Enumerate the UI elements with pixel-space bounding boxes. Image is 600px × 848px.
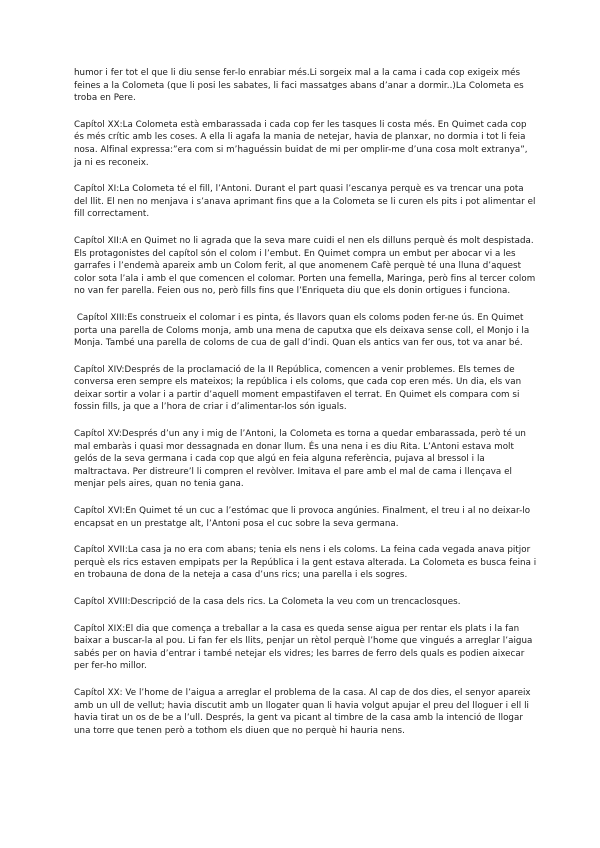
chapter-heading: Capítol XIV:	[74, 364, 125, 375]
document-page	[74, 67, 538, 751]
chapter-heading: Capítol XIX:	[74, 623, 126, 634]
paragraph	[74, 364, 538, 414]
paragraph	[74, 428, 538, 491]
paragraph	[74, 67, 538, 105]
paragraph	[74, 119, 538, 169]
paragraph-text: A en Quimet no li agrada que la seva mare cuidi el nen els dilluns perquè és molt despistada. Els protagonistes del capítol són el colom i l’embut. En Quimet compra un embut per abocar vi a les garrafes i l’endemà apareix amb un Colom ferit, al que anomenem Cafè perquè té una lluna d’aquest color sota l’ala i amb el que comencen el colomar. Porten una femella, Maringa, però fins al tercer colom no van fer parella. Feien ous no, però fills fins que l’Enriqueta diu que els donin ortigues i funciona.	[74, 235, 536, 297]
paragraph	[74, 596, 538, 609]
paragraph-text: La casa ja no era com abans; tenia els nens i els coloms. La feina cada vegada anava pitjor perquè els rics estaven empipats per la República i la gent estava alterada. La Colometa es busca feina i en trobauna de dona de la neteja a casa d’uns rics; una parella i els sogres.	[74, 545, 537, 581]
chapter-heading: Capítol XV:	[74, 429, 122, 440]
chapter-heading: Capítol XX:	[74, 687, 123, 698]
paragraph-text: Es construeix el colomar i es pinta, és llavors quan els coloms poden fer-ne ús. En Quimet porta una parella de Coloms monja, amb una mena de caputxa que els deixava sense coll, el Monjo i la Monja. També una parella de coloms de cua de gall d’indi. Quan els antics van fer ous, tot va anar bé.	[74, 312, 530, 349]
chapter-heading: Capítol XVII:	[74, 545, 128, 556]
paragraph-text: humor i fer tot el que li diu sense fer-lo enrabiar més.Li sorgeix mal a la cama i cada cop exigeix més feines a la Colometa (que li posi les sabates, li faci massatges abans d’anar a dormir..)La Colometa es troba en Pere.	[74, 68, 524, 104]
chapter-heading: Capítol XIII:	[74, 312, 128, 323]
paragraph	[74, 687, 538, 737]
paragraph-text: En Quimet té un cuc a l’estómac que li provoca angúnies. Finalment, el treu i al no deixar-lo encapsat en un prestatge alt, l’Antoni posa el cuc sobre la seva germana.	[74, 506, 531, 529]
paragraph	[74, 312, 538, 350]
paragraph-text: Després d’un any i mig de l’Antoni, la Colometa es torna a quedar embarassada, però té un mal embaràs i quasi mor dessagnada en donar llum. És una nena i es diu Rita. L’Antoni estava molt gelós de la seva germana i cada cop que algú en feia alguna referència, pujava al bressol i la maltractava. Per distreure’l li compren el revòlver. Imitava el pare amb el mal de cama i llençava el menjar pels aires, quan no tenia gana.	[74, 429, 526, 490]
chapter-heading: Capítol XI:	[74, 184, 120, 195]
paragraph	[74, 183, 538, 221]
paragraph-text: Ve l’home de l’aigua a arreglar el problema de la casa. Al cap de dos dies, el senyor apareix amb un ull de vellut; havia discutit amb un llogater quan li havia volgut apujar el preu del lloguer i ell li havia tirat un os de be a l’ull. Després, la gent va picant al timbre de la casa amb la intenció de llogar una torre que tenen però a tothom els diuen que no perquè hi hauria nens.	[74, 687, 531, 736]
paragraph-text: La Colometa està embarassada i cada cop fer les tasques li costa més. En Quimet cada cop és més crític amb les coses. A ella li agafa la mania de netejar, havia de planxar, no dormia i tot li feia nosa. Alfinal expressa:”era com si m’haguéssin buidat de mi per omplir-me d’una cosa molt extranya”, ja ni es reconeix.	[74, 119, 528, 168]
paragraph-text: Després de la proclamació de la II República, comencen a venir problemes. Els temes de conversa eren sempre els mateixos; la república i els coloms, que cada cop eren més. Un dia, els van deixar sortir a volar i a partir d’aquell moment empastifaven el terrat. En Quimet els compara com si fossin fills, ja que a l’hora de criar i d’alimentar-los són iguals.	[74, 364, 522, 413]
chapter-heading: Capítol XII:	[74, 235, 122, 246]
paragraph	[74, 235, 538, 298]
paragraph	[74, 623, 538, 673]
chapter-heading: Capítol XVIII:	[74, 597, 131, 607]
paragraph	[74, 505, 538, 530]
paragraph-text: El dia que comença a treballar a la casa es queda sense aigua per rentar els plats i la fan baixar a buscar-la al pou. Li fan fer els llits, penjar un rètol perquè l’home que vingués a arreglar l’aigua sabés per on havia d’entrar i també netejar els vidres; les barres de ferro dels quals es podien aixecar per fer-ho millor.	[74, 623, 533, 672]
paragraph	[74, 544, 538, 582]
paragraph-text: La Colometa té el fill, l’Antoni. Durant el part quasi l’escanya perquè es va trencar una pota del llit. El nen no menjava i s’anava aprimant fins que a la Colometa se li curen els pits i pot alimentar el fill correctament.	[74, 184, 536, 220]
paragraph-text: Descripció de la casa dels rics. La Colometa la veu com un trencaclosques.	[130, 597, 461, 607]
chapter-heading: Capítol XVI:	[74, 506, 126, 517]
chapter-heading: Capítol XX:	[74, 119, 123, 130]
